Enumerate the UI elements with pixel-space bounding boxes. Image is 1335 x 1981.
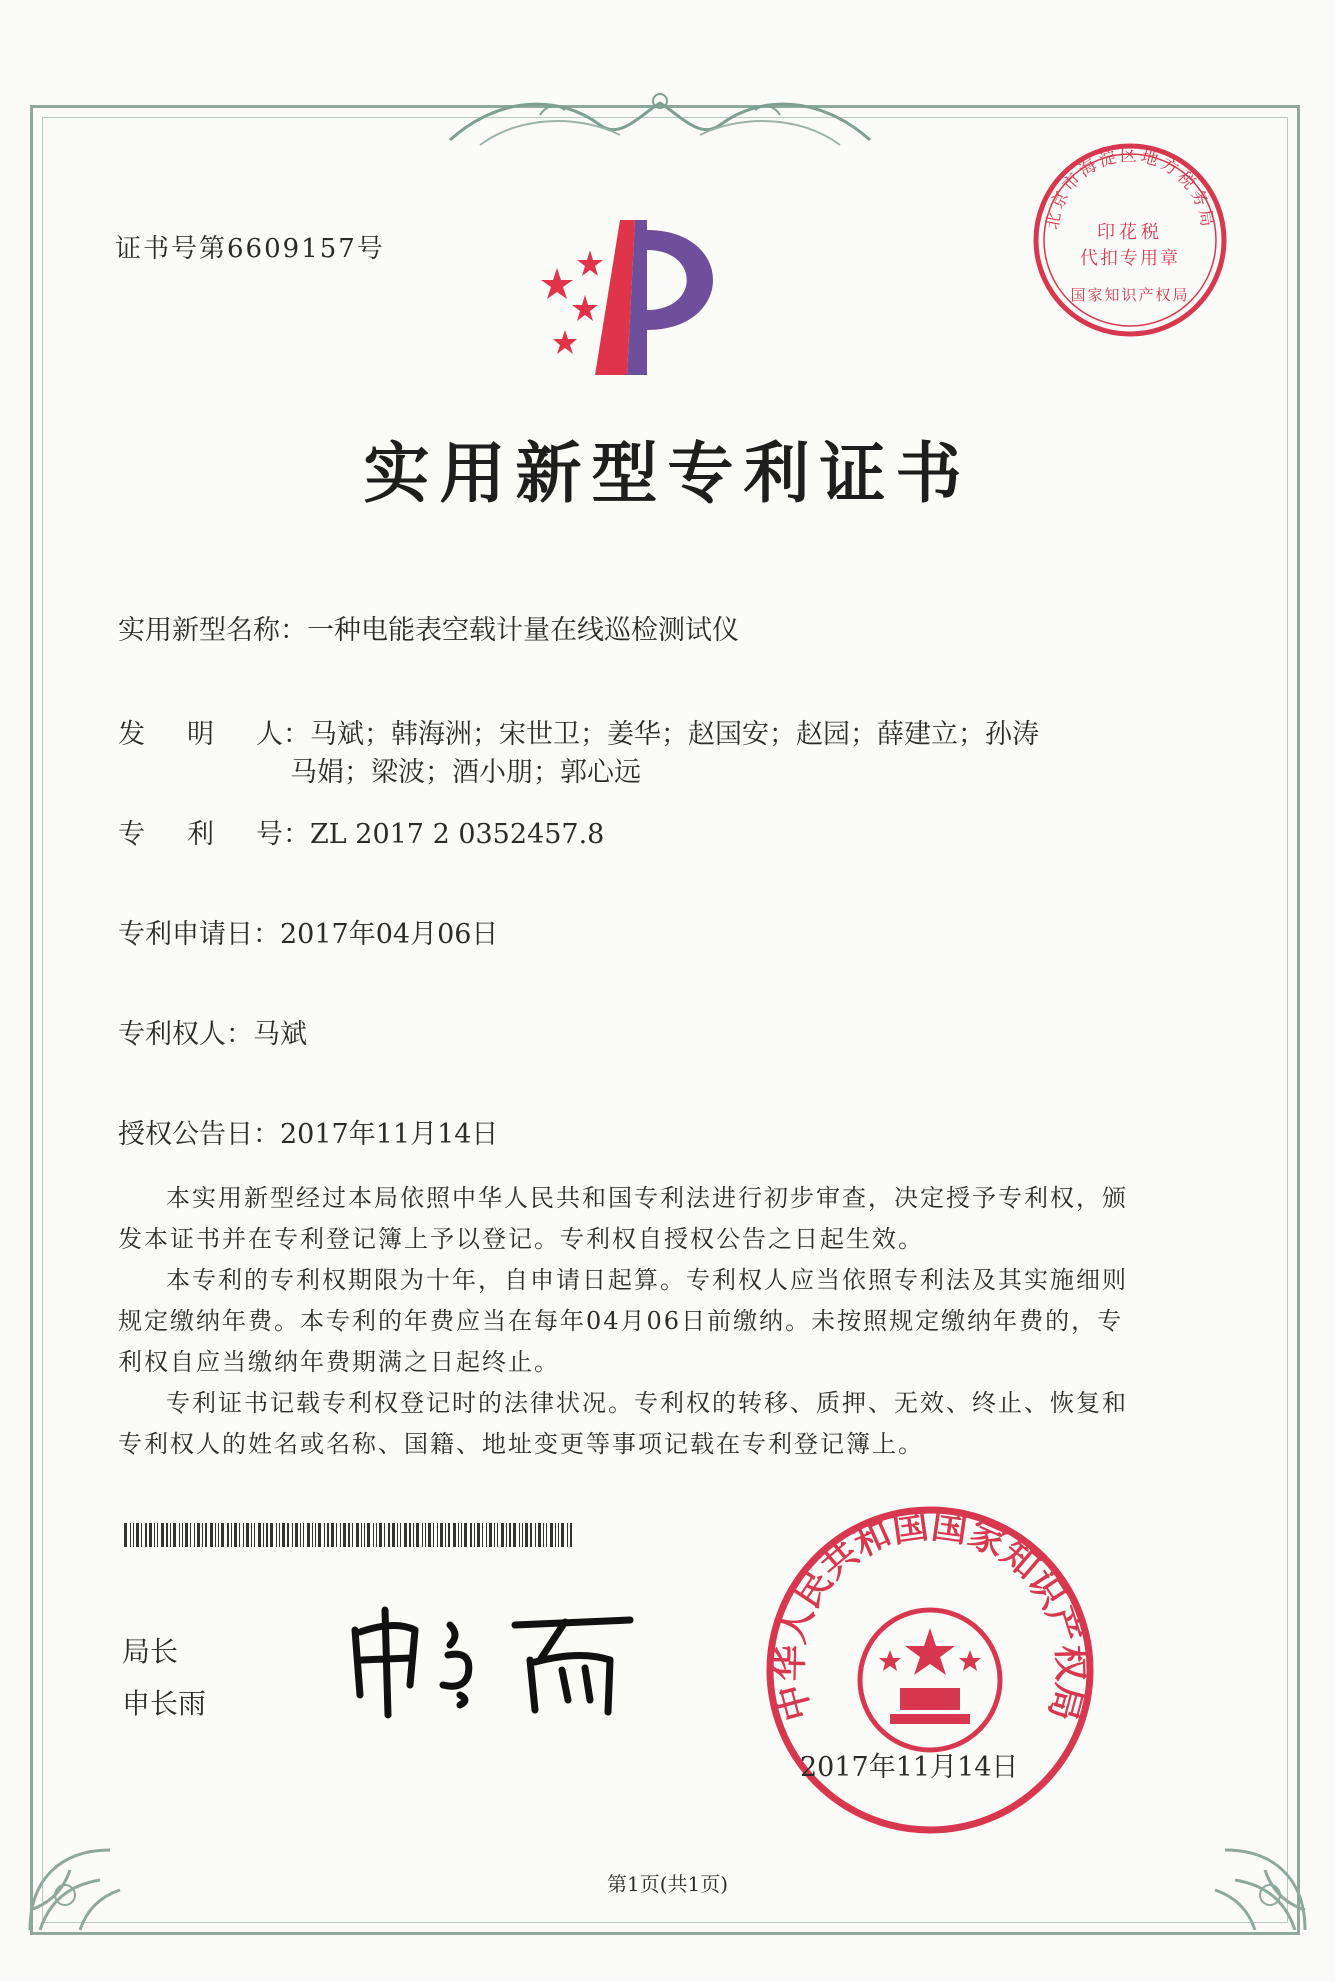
body-paragraph-3: 专利证书记载专利权登记时的法律状况。专利权的转移、质押、无效、终止、恢复和专利权人的姓名或名称、国籍、地址变更等事项记载在专利登记簿上。 xyxy=(118,1389,1128,1458)
utility-model-name-value: 一种电能表空载计量在线巡检测试仪 xyxy=(307,615,739,646)
certificate-title: 实用新型专利证书 xyxy=(363,434,972,512)
page-number: 第1页(共1页) xyxy=(606,1872,729,1896)
patent-number-label: 专 利 号 xyxy=(118,819,283,850)
tax-seal-inner-line2: 代扣专用章 xyxy=(1080,248,1180,269)
grant-date-label: 授权公告日： xyxy=(118,1119,280,1150)
patent-number-row: 专 利 号 ：ZL 2017 2 0352457.8 xyxy=(118,812,604,851)
patent-office-seal xyxy=(760,1500,1100,1840)
svg-text:北京市海淀区地方税务局 xyxy=(1043,146,1218,231)
barcode xyxy=(124,1523,574,1547)
patentee-row xyxy=(118,1012,307,1051)
top-ornament xyxy=(440,85,880,155)
corner-ornament-bottom-left xyxy=(20,1790,170,1940)
seal-date: 2017年11月14日 xyxy=(800,1752,1019,1783)
tax-seal-bottom-text: 国家知识产权局 xyxy=(1070,286,1190,304)
corner-ornament-bottom-right xyxy=(1165,1790,1315,1940)
application-date-value: 2017年04月06日 xyxy=(280,919,499,950)
certificate-number: 证书号第6609157号 xyxy=(115,234,385,264)
director-name: 申长雨 xyxy=(122,1687,207,1720)
tax-seal-outer-text: 北京市海淀区地方税务局 xyxy=(1042,146,1218,232)
body-paragraph-2: 本专利的专利权期限为十年，自申请日起算。专利权人应当依照专利法及其实施细则规定缴纳年费。本专利的年费应当在每年04月06日前缴纳。未按照规定缴纳年费的，专利权自应当缴纳年费期满之日起终止。 xyxy=(118,1266,1128,1376)
utility-model-name-row xyxy=(118,608,739,647)
inventors-line2: 马娟；梁波；酒小朋；郭心远 xyxy=(290,757,641,788)
patentee-value: 马斌 xyxy=(253,1019,307,1050)
application-date-row xyxy=(118,912,498,951)
certificate-body xyxy=(118,1178,1138,1465)
director-title: 局长 xyxy=(122,1635,179,1668)
utility-model-name-label: 实用新型名称： xyxy=(118,615,307,646)
patent-office-seal-text: 中华人民共和国国家知识产权局 xyxy=(769,1505,1091,1725)
patent-office-logo xyxy=(535,210,750,385)
director-signature xyxy=(340,1600,650,1720)
application-date-label: 专利申请日： xyxy=(118,919,280,950)
inventors-line1: 马斌；韩海洲；宋世卫；姜华；赵国安；赵园；薛建立；孙涛 xyxy=(310,719,1039,750)
inventor-label: 发 明 人 xyxy=(118,719,283,750)
inventor-row: 发 明 人 ：马斌；韩海洲；宋世卫；姜华；赵国安；赵园；薛建立；孙涛 xyxy=(118,712,1039,751)
grant-date-row xyxy=(118,1112,498,1151)
patent-number-value: ZL 2017 2 0352457.8 xyxy=(310,819,605,850)
tax-seal xyxy=(1030,140,1230,340)
patentee-label: 专利权人： xyxy=(118,1019,253,1050)
tax-seal-inner-line1: 印花税 xyxy=(1097,222,1163,243)
grant-date-value: 2017年11月14日 xyxy=(280,1119,499,1150)
body-paragraph-1: 本实用新型经过本局依照中华人民共和国专利法进行初步审查，决定授予专利权，颁发本证书并在专利登记簿上予以登记。专利权自授权公告之日起生效。 xyxy=(118,1184,1128,1253)
